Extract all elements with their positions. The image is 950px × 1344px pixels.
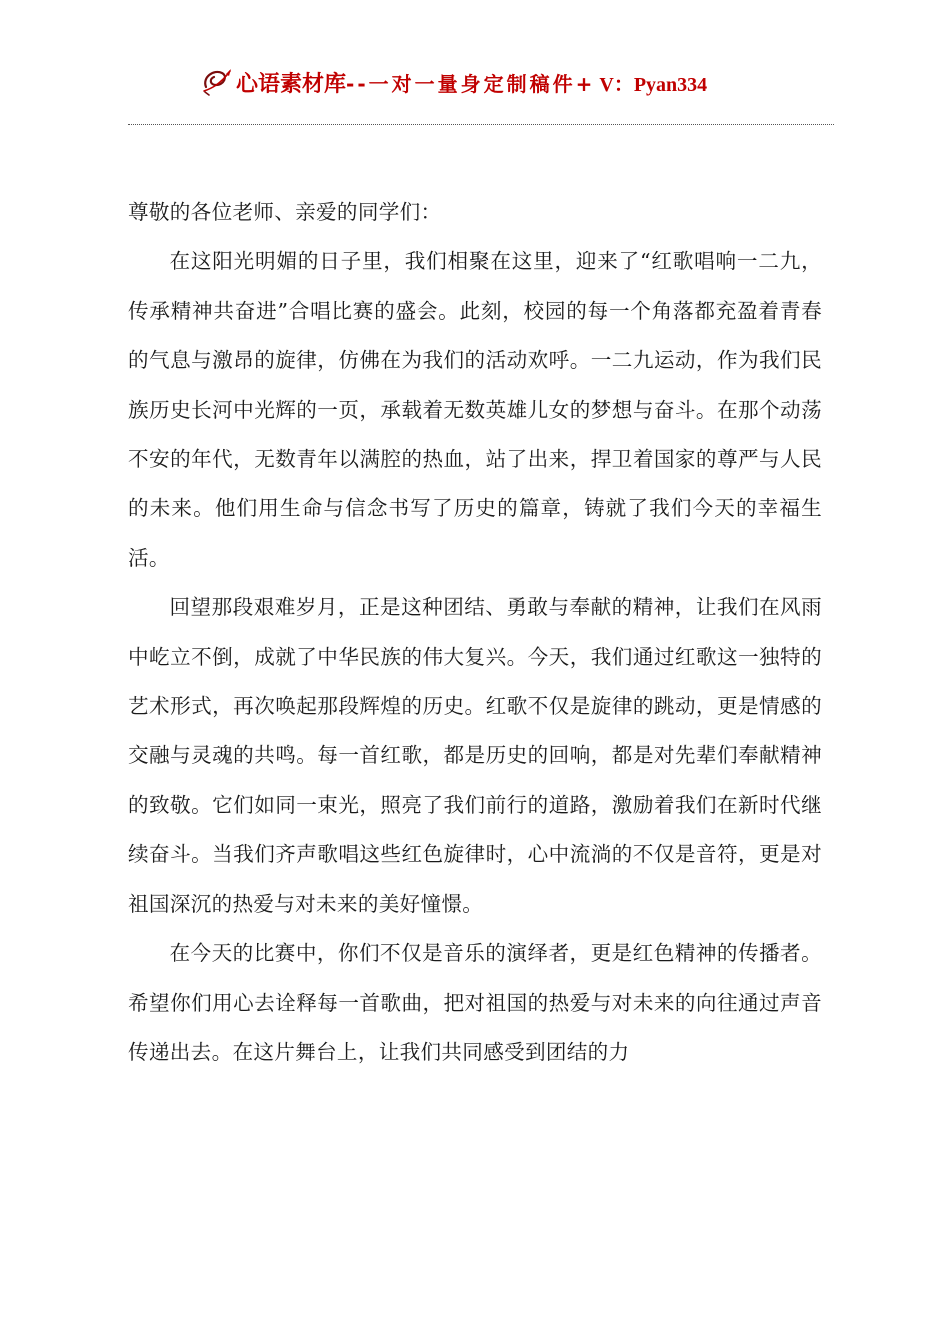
brand-name: 心语素材库 xyxy=(236,70,347,97)
document-body xyxy=(128,188,822,1077)
salutation: 尊敬的各位老师、亲爱的同学们： xyxy=(128,200,442,224)
header-contact: V：Pyan334 xyxy=(599,73,708,96)
page-header xyxy=(200,62,707,102)
header-divider xyxy=(128,124,834,125)
quill-pen-swirl-logo-icon xyxy=(200,65,234,99)
paragraph-2: 回望那段艰难岁月，正是这种团结、勇敢与奉献的精神，让我们在风雨中屹立不倒，成就了中华民族的伟大复兴。今天，我们通过红歌这一独特的艺术形式，再次唤起那段辉煌的历史。红歌不仅是旋律的跳动，更是情感的交融与灵魂的共鸣。每一首红歌，都是历史的回响，都是对先辈们奉献精神的致敬。它们如同一束光，照亮了我们前行的道路，激励着我们在新时代继续奋斗。当我们齐声歌唱这些红色旋律时，心中流淌的不仅是音符，更是对祖国深沉的热爱与对未来的美好憧憬。 xyxy=(128,595,822,916)
paragraph-1: 在这阳光明媚的日子里，我们相聚在这里，迎来了“红歌唱响一二九，传承精神共奋进”合唱比赛的盛会。此刻，校园的每一个角落都充盈着青春的气息与激昂的旋律，仿佛在为我们的活动欢呼。一二九运动，作为我们民族历史长河中光辉的一页，承载着无数英雄儿女的梦想与奋斗。在那个动荡不安的年代，无数青年以满腔的热血，站了出来，捍卫着国家的尊严与人民的未来。他们用生命与信念书写了历史的篇章，铸就了我们今天的幸福生活。 xyxy=(128,249,822,570)
paragraph-3: 在今天的比赛中，你们不仅是音乐的演绎者，更是红色精神的传播者。希望你们用心去诠释每一首歌曲，把对祖国的热爱与对未来的向往通过声音传递出去。在这片舞台上，让我们共同感受到团结的力 xyxy=(128,941,822,1064)
header-tagline: --一对一量身定制稿件+ xyxy=(346,71,596,96)
